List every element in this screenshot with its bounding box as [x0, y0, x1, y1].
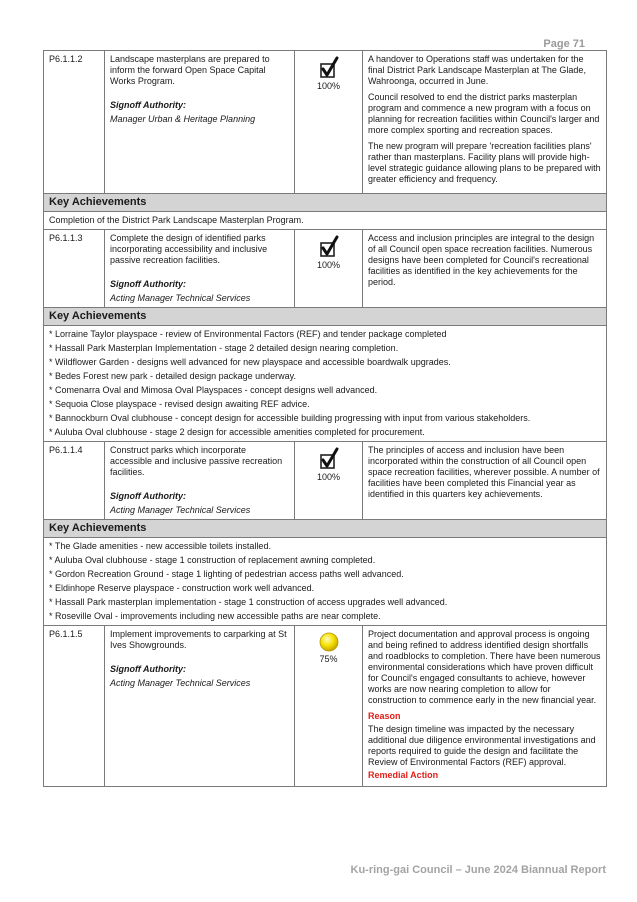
task-code: P6.1.1.5: [44, 626, 105, 787]
status-cell: [295, 51, 363, 194]
comment-cell: [363, 230, 607, 308]
key-achievements-header: [44, 308, 607, 326]
status-percent: 100%: [316, 81, 341, 91]
task-row: [44, 626, 607, 787]
task-row: [44, 230, 607, 308]
task-description-cell: [105, 626, 295, 787]
list-item: * Lorraine Taylor playspace - review of Environmental Factors (REF) and tender package completed: [49, 329, 447, 339]
key-achievements-title: Key Achievements: [44, 194, 607, 212]
list-item: * Auluba Oval clubhouse - stage 2 design for accessible amenities completed for procurement.: [49, 427, 425, 437]
checkmark-icon: [318, 235, 340, 259]
task-code: P6.1.1.3: [44, 230, 105, 308]
status-percent: 75%: [319, 654, 338, 664]
list-item: * Roseville Oval - improvements including new accessible paths are near complete.: [49, 611, 381, 621]
checkmark-icon: [318, 447, 340, 471]
list-item: * Bedes Forest new park - detailed design package underway.: [49, 371, 296, 381]
key-achievements-title: Key Achievements: [44, 520, 607, 538]
key-achievements-header: [44, 194, 607, 212]
key-achievements-list: [44, 538, 607, 626]
checkmark-icon: [318, 56, 340, 80]
list-item: * Wildflower Garden - designs well advanced for new playspace and accessible boardwalk upgrades.: [49, 357, 451, 367]
remedial-action-label: Remedial Action: [368, 770, 439, 780]
key-achievements-row: [44, 326, 607, 442]
report-footer: Ku-ring-gai Council – June 2024 Biannual Report: [350, 864, 606, 876]
key-achievements-title: Key Achievements: [44, 308, 607, 326]
task-description-cell: [105, 51, 295, 194]
list-item: * Gordon Recreation Ground - stage 1 lighting of pedestrian access paths well advanced.: [49, 569, 404, 579]
task-row: [44, 442, 607, 520]
task-description: Complete the design of identified parks incorporating accessibility and inclusive passive recreation facilities.: [110, 233, 268, 265]
task-description: Landscape masterplans are prepared to inform the forward Open Space Capital Works Program.: [110, 54, 270, 86]
comment-paragraph: Council resolved to end the district parks masterplan program and commence a new program with a focus on planning for recreation facilities within Council's larger and more complex sporting and recreation spaces.: [368, 92, 600, 135]
key-achievements-list: [44, 212, 607, 230]
comment-paragraph: Project documentation and approval process is ongoing and being refined to address identified design shortfalls and roadblocks to completion. There have been numerous environmental considerations which have proven difficult for Council's engaged consultants to achieve, however works are now nearing completion to allow for construction to commence early in the new financial year.: [368, 629, 601, 705]
comment-cell: [363, 51, 607, 194]
comment-cell: [363, 442, 607, 520]
comment-paragraph: The principles of access and inclusion have been incorporated within the construction of all Council open space recreation facilities, wherever possible. A number of facilities have been completed this Financial year as identified in this quarters key achievements.: [368, 445, 600, 499]
signoff-label: Signoff Authority:: [110, 100, 186, 110]
yellow-circle-icon: [318, 631, 340, 653]
list-item: Completion of the District Park Landscape Masterplan Program.: [49, 215, 304, 225]
status-cell: [295, 230, 363, 308]
list-item: * Bannockburn Oval clubhouse - concept design for accessible building progressing with input from various stakeholders.: [49, 413, 531, 423]
list-item: * The Glade amenities - new accessible toilets installed.: [49, 541, 271, 551]
task-code: P6.1.1.2: [44, 51, 105, 194]
list-item: * Comenarra Oval and Mimosa Oval Playspaces - concept designs well advanced.: [49, 385, 378, 395]
key-achievements-header: [44, 520, 607, 538]
list-item: * Hassall Park masterplan implementation - stage 1 construction of access upgrades well advanced.: [49, 597, 448, 607]
list-item: * Sequoia Close playspace - revised design awaiting REF advice.: [49, 399, 310, 409]
task-row: [44, 51, 607, 194]
signoff-label: Signoff Authority:: [110, 279, 186, 289]
signoff-name: Acting Manager Technical Services: [110, 505, 251, 515]
list-item: * Eldinhope Reserve playspace - construction work well advanced.: [49, 583, 315, 593]
list-item: * Auluba Oval clubhouse - stage 1 construction of replacement awning completed.: [49, 555, 376, 565]
task-description: Construct parks which incorporate accessible and inclusive passive recreation facilities.: [110, 445, 283, 477]
status-percent: 100%: [316, 472, 341, 482]
key-achievements-list: [44, 326, 607, 442]
comment-paragraph: The new program will prepare 'recreation facilities plans' rather than masterplans. Facility plans will provide high-level strategic guidance allowing plans to be prepared with greater efficiency and frequency.: [368, 141, 601, 184]
status-percent: 100%: [316, 260, 341, 270]
task-description-cell: [105, 230, 295, 308]
signoff-name: Acting Manager Technical Services: [110, 293, 251, 303]
key-achievements-row: [44, 212, 607, 230]
task-description: Implement improvements to carparking at St Ives Showgrounds.: [110, 629, 287, 650]
reason-label: Reason: [368, 711, 401, 721]
signoff-name: Acting Manager Technical Services: [110, 678, 251, 688]
signoff-label: Signoff Authority:: [110, 491, 186, 501]
key-achievements-row: [44, 538, 607, 626]
signoff-name: Manager Urban & Heritage Planning: [110, 114, 256, 124]
performance-table: [43, 50, 607, 787]
page-number: Page 71: [543, 38, 585, 50]
status-cell: [295, 442, 363, 520]
task-description-cell: [105, 442, 295, 520]
comment-cell: [363, 626, 607, 787]
status-cell: [295, 626, 363, 787]
reason-text: The design timeline was impacted by the necessary additional due diligence environmental investigations and reports required to guide the design and facilitate the Review of Environmental Factors (REF) approval.: [368, 724, 596, 767]
list-item: * Hassall Park Masterplan Implementation - stage 2 detailed design nearing completion.: [49, 343, 399, 353]
signoff-label: Signoff Authority:: [110, 664, 186, 674]
comment-paragraph: A handover to Operations staff was undertaken for the final District Park Landscape Masterplan at The Glade, Wahroonga, occurred in June.: [368, 54, 586, 86]
task-code: P6.1.1.4: [44, 442, 105, 520]
comment-paragraph: Access and inclusion principles are integral to the design of all Council open space recreation facilities. Numerous designs have been completed for Council's recreational facilities as identified in the key achievements for the period.: [368, 233, 595, 287]
